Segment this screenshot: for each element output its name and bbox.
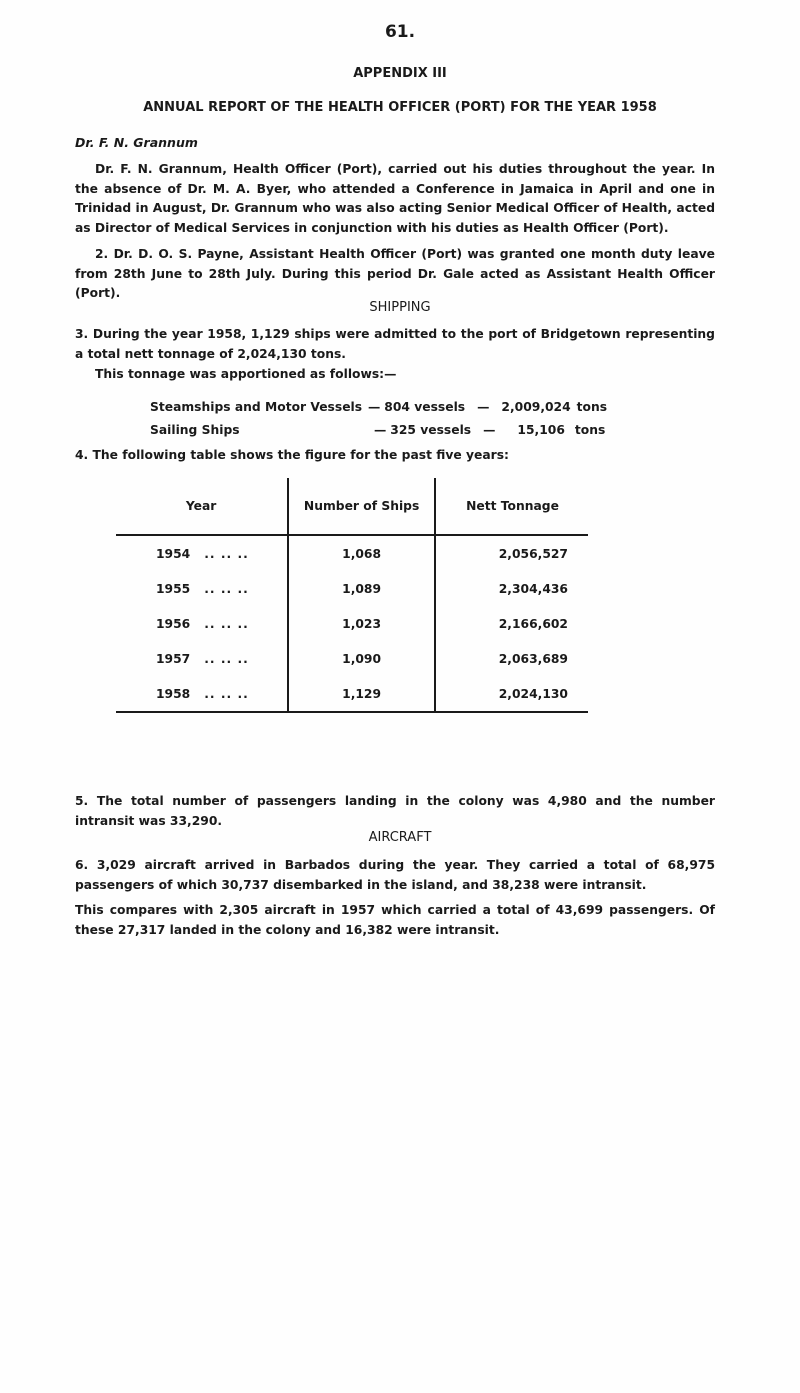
year-cell: 1955 .. .. .. xyxy=(156,581,249,596)
tonnage-label: Sailing Ships xyxy=(150,423,240,437)
tonnage-cell: 2,304,436 xyxy=(498,581,568,596)
ships-cell: 1,090 xyxy=(288,641,435,676)
tonnage-row-steamships xyxy=(150,400,607,414)
paragraph-4: 4. The following table shows the figure for the past five years: xyxy=(75,448,509,462)
table-row xyxy=(116,606,588,641)
tonnage-dash: — xyxy=(477,400,490,414)
tonnage-count: 325 vessels xyxy=(390,423,472,437)
year-cell: 1954 .. .. .. xyxy=(156,546,249,561)
paragraph-5: 5. The total number of passengers landing in the colony was 4,980 and the number intransit was 33,290. xyxy=(75,794,715,828)
table-header-row xyxy=(116,478,588,535)
tonnage-dash: — xyxy=(368,400,381,414)
column-header-ships: Number of Ships xyxy=(288,478,435,535)
ships-cell: 1,129 xyxy=(288,676,435,712)
tonnage-dash: — xyxy=(483,423,496,437)
page-number: 61. xyxy=(384,22,416,42)
table-row xyxy=(116,535,588,571)
tonnage-unit: tons xyxy=(574,423,606,437)
aircraft-heading: AIRCRAFT xyxy=(368,830,432,845)
year-cell: 1956 .. .. .. xyxy=(156,616,249,631)
paragraph-3: 3. During the year 1958, 1,129 ships were admitted to the port of Bridgetown representing a total nett tonnage of 2,024,130 tons. xyxy=(75,327,715,361)
tonnage-label: Steamships and Motor Vessels xyxy=(150,400,363,414)
year-cell: 1957 .. .. .. xyxy=(156,651,249,666)
tonnage-unit: tons xyxy=(576,400,608,414)
tonnage-intro: This tonnage was apportioned as follows:— xyxy=(95,367,397,381)
year-cell: 1958 .. .. .. xyxy=(116,676,288,712)
table-row xyxy=(116,641,588,676)
officer-name: Dr. F. N. Grannum xyxy=(75,135,198,150)
shipping-heading: SHIPPING xyxy=(369,300,431,315)
ships-cell: 1,089 xyxy=(288,571,435,606)
tonnage-value: 15,106 xyxy=(517,423,565,437)
column-header-year: Year xyxy=(116,478,288,535)
tonnage-cell: 2,024,130 xyxy=(435,676,588,712)
tonnage-count: 804 vessels xyxy=(384,400,466,414)
paragraph-1: Dr. F. N. Grannum, Health Officer (Port), carried out his duties throughout the year. In the absence of Dr. M. A. Byer, who attended a Conference in Jamaica in April and one in Trinidad in August, Dr. Grannum who was also acting Senior Medical Officer of Health, acted as Director of Medical Services in conjunction with his duties as Health Officer (Port). xyxy=(75,162,715,235)
appendix-heading: APPENDIX III xyxy=(353,66,447,81)
report-title: ANNUAL REPORT OF THE HEALTH OFFICER (PORT) FOR THE YEAR 1958 xyxy=(143,100,657,115)
tonnage-cell: 2,056,527 xyxy=(498,546,568,561)
tonnage-cell: 2,166,602 xyxy=(498,616,568,631)
ships-cell: 1,068 xyxy=(288,535,435,571)
tonnage-dash: — xyxy=(374,423,387,437)
paragraph-6: 6. 3,029 aircraft arrived in Barbados during the year. They carried a total of 68,975 passengers of which 30,737 disembarked in the island, and 38,238 were intransit. xyxy=(75,858,715,892)
column-header-tonnage: Nett Tonnage xyxy=(435,478,588,535)
paragraph-2: 2. Dr. D. O. S. Payne, Assistant Health Officer (Port) was granted one month duty leave from 28th June to 28th July. During this period Dr. Gale acted as Assistant Health Officer (Port). xyxy=(75,247,715,300)
table-row xyxy=(116,676,588,712)
paragraph-7: This compares with 2,305 aircraft in 1957 which carried a total of 43,699 passengers. Of these 27,317 landed in the colony and 16,382 were intransit. xyxy=(75,903,715,937)
tonnage-value: 2,009,024 xyxy=(501,400,571,414)
tonnage-row-sailing xyxy=(150,423,605,437)
tonnage-cell: 2,063,689 xyxy=(498,651,568,666)
ships-cell: 1,023 xyxy=(288,606,435,641)
table-row xyxy=(116,571,588,606)
five-year-table xyxy=(116,478,588,713)
